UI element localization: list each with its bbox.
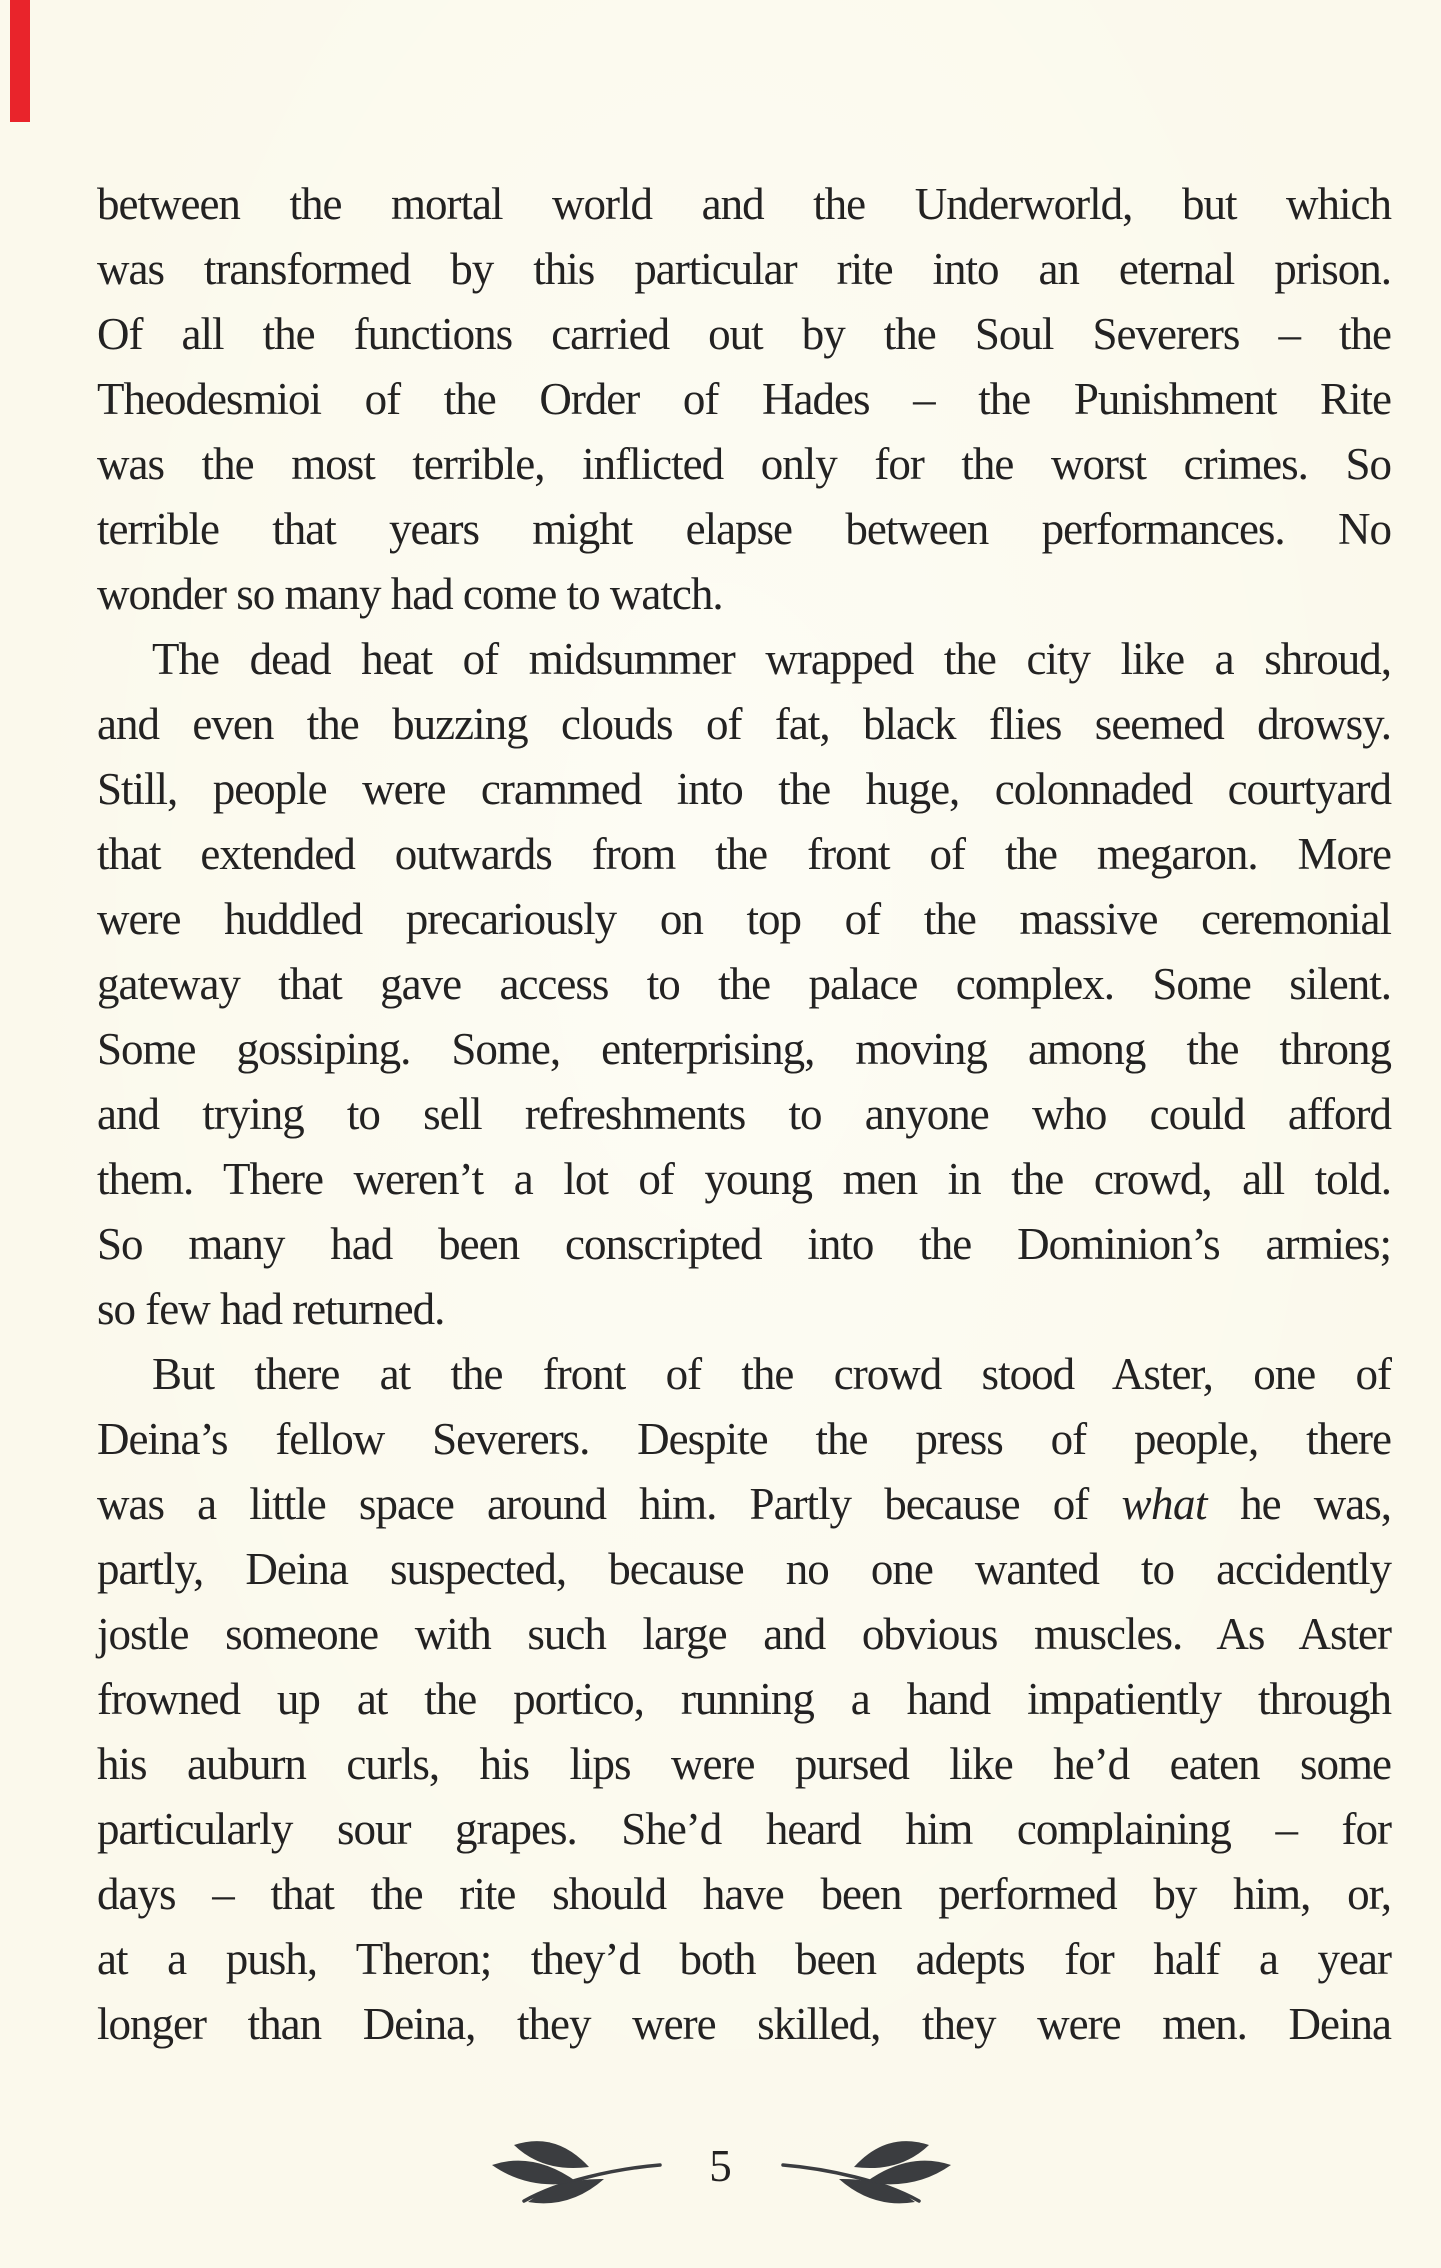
text-line: gateway that gave access to the palace complex. Some silent.	[97, 959, 1391, 1009]
text-segment: he was,	[1206, 1479, 1391, 1529]
text-line: at a push, Theron; they’d both been adepts for half a year	[97, 1934, 1391, 1984]
text-line: So many had been conscripted into the Dominion’s armies;	[97, 1219, 1391, 1269]
text-line: his auburn curls, his lips were pursed like he’d eaten some	[97, 1739, 1391, 1789]
text-line: But there at the front of the crowd stood Aster, one of	[152, 1349, 1391, 1399]
text-line: that extended outwards from the front of the megaron. More	[97, 829, 1391, 879]
text-line: Deina’s fellow Severers. Despite the press of people, there	[97, 1414, 1391, 1464]
text-line: and trying to sell refreshments to anyone who could afford	[97, 1089, 1391, 1139]
text-line	[97, 1472, 1391, 1537]
leaf-ornament-left-icon	[486, 2136, 662, 2206]
text-line: Of all the functions carried out by the Soul Severers – the	[97, 309, 1391, 359]
text-line: was transformed by this particular rite into an eternal prison.	[97, 244, 1391, 294]
text-line: Some gossiping. Some, enterprising, moving among the throng	[97, 1024, 1391, 1074]
text-segment: was a little space around him. Partly because of	[97, 1479, 1122, 1529]
page-number: 5	[709, 2141, 732, 2191]
text-line: particularly sour grapes. She’d heard him complaining – for	[97, 1804, 1391, 1854]
text-line: wonder so many had come to watch.	[97, 569, 723, 619]
page-footer	[0, 2132, 1441, 2212]
text-line: between the mortal world and the Underworld, but which	[97, 179, 1391, 229]
text-line: The dead heat of midsummer wrapped the city like a shroud,	[152, 634, 1391, 684]
text-line: frowned up at the portico, running a hand impatiently through	[97, 1674, 1391, 1724]
text-line: jostle someone with such large and obvious muscles. As Aster	[97, 1609, 1391, 1659]
text-line: and even the buzzing clouds of fat, black flies seemed drowsy.	[97, 699, 1391, 749]
text-line: them. There weren’t a lot of young men in the crowd, all told.	[97, 1154, 1391, 1204]
text-line: so few had returned.	[97, 1284, 445, 1334]
text-line: was the most terrible, inflicted only for the worst crimes. So	[97, 439, 1391, 489]
red-edge-mark	[10, 0, 30, 122]
italic-word: what	[1121, 1479, 1207, 1529]
page-text	[97, 172, 1391, 2057]
text-line: partly, Deina suspected, because no one wanted to accidently	[97, 1544, 1391, 1594]
leaf-ornament-right-icon	[781, 2136, 957, 2206]
text-line: Still, people were crammed into the huge, colonnaded courtyard	[97, 764, 1391, 814]
text-line: longer than Deina, they were skilled, they were men. Deina	[97, 1999, 1391, 2049]
text-line: days – that the rite should have been performed by him, or,	[97, 1869, 1391, 1919]
text-line: were huddled precariously on top of the massive ceremonial	[97, 894, 1391, 944]
text-line: terrible that years might elapse between performances. No	[97, 504, 1391, 554]
text-line: Theodesmioi of the Order of Hades – the Punishment Rite	[97, 374, 1391, 424]
